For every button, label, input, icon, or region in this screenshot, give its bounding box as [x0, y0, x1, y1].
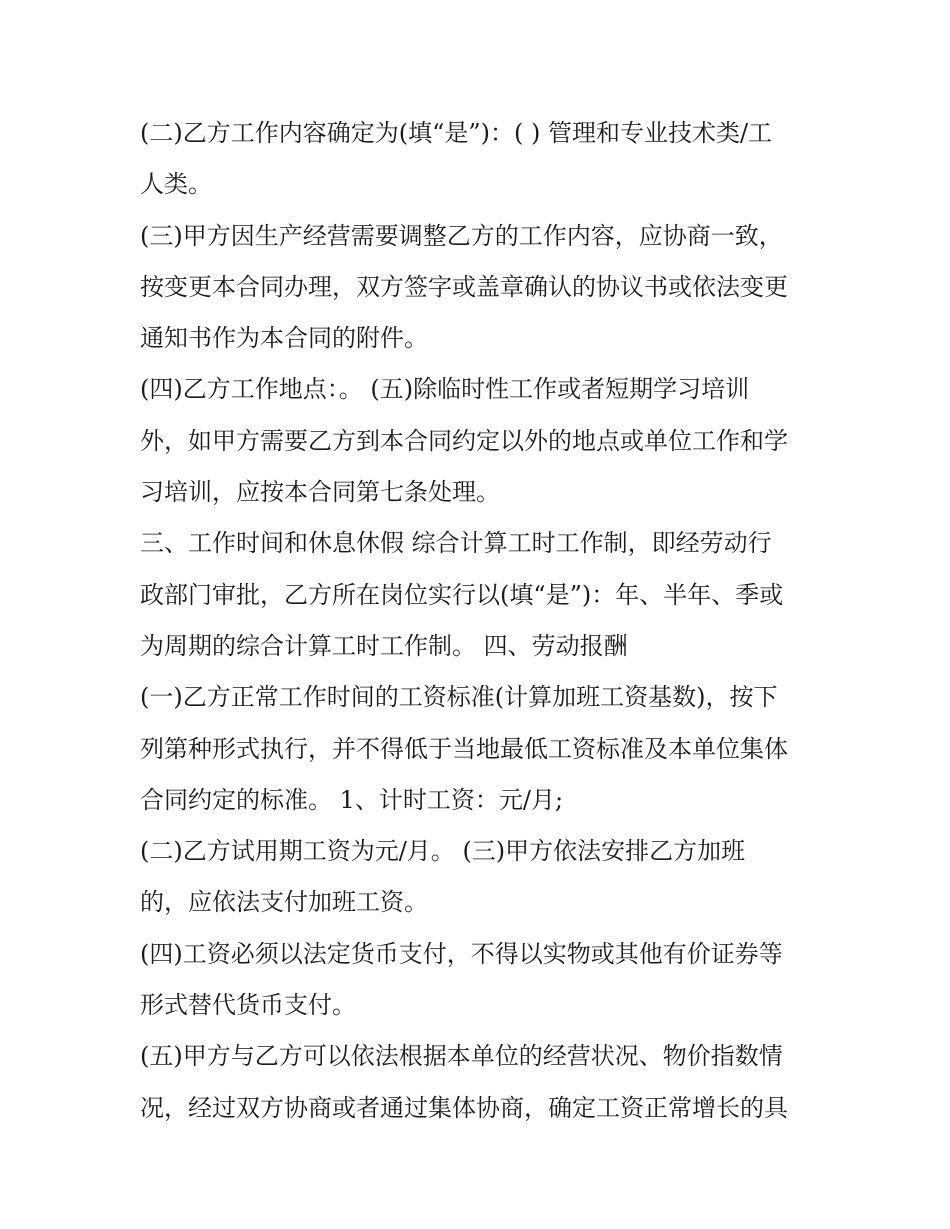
text-line: (四)工资必须以法定货币支付，不得以实物或其他有价证券等	[140, 939, 783, 968]
text-line: (二)乙方试用期工资为元/月。 (三)甲方依法安排乙方加班	[140, 837, 746, 866]
text-line: 合同约定的标准。 1、计时工资：元/月;	[140, 785, 564, 814]
text-line: 人类。	[140, 170, 212, 199]
text-line: 按变更本合同办理，双方签字或盖章确认的协议书或依法变更	[140, 272, 788, 301]
text-line: 况，经过双方协商或者通过集体协商，确定工资正常增长的具	[140, 1093, 788, 1122]
text-line: 通知书作为本合同的附件。	[140, 324, 428, 353]
text-line: (二)乙方工作内容确定为(填“是”)：( ) 管理和专业技术类/工	[140, 119, 773, 147]
text-line: 习培训，应按本合同第七条处理。	[140, 478, 500, 507]
text-line: 为周期的综合计算工时工作制。 四、劳动报酬	[140, 631, 628, 660]
text-line: 外，如甲方需要乙方到本合同约定以外的地点或单位工作和学	[140, 426, 788, 455]
text-line: 三、工作时间和休息休假 综合计算工时工作制，即经劳动行	[140, 529, 772, 558]
text-line: (三)甲方因生产经营需要调整乙方的工作内容，应协商一致，	[140, 221, 783, 250]
text-line: (四)乙方工作地点：。 (五)除临时性工作或者短期学习培训	[140, 375, 750, 404]
text-line: 列第种形式执行，并不得低于当地最低工资标准及本单位集体	[140, 734, 788, 763]
document-body	[140, 108, 820, 1134]
text-line: (一)乙方正常工作时间的工资标准(计算加班工资基数)，按下	[140, 683, 778, 712]
text-line: 政部门审批，乙方所在岗位实行以(填“是”)：年、半年、季或	[140, 580, 784, 609]
text-line: (五)甲方与乙方可以依法根据本单位的经营状况、物价指数情	[140, 1042, 783, 1071]
text-line: 的，应依法支付加班工资。	[140, 888, 428, 917]
text-line: 形式替代货币支付。	[140, 991, 356, 1020]
